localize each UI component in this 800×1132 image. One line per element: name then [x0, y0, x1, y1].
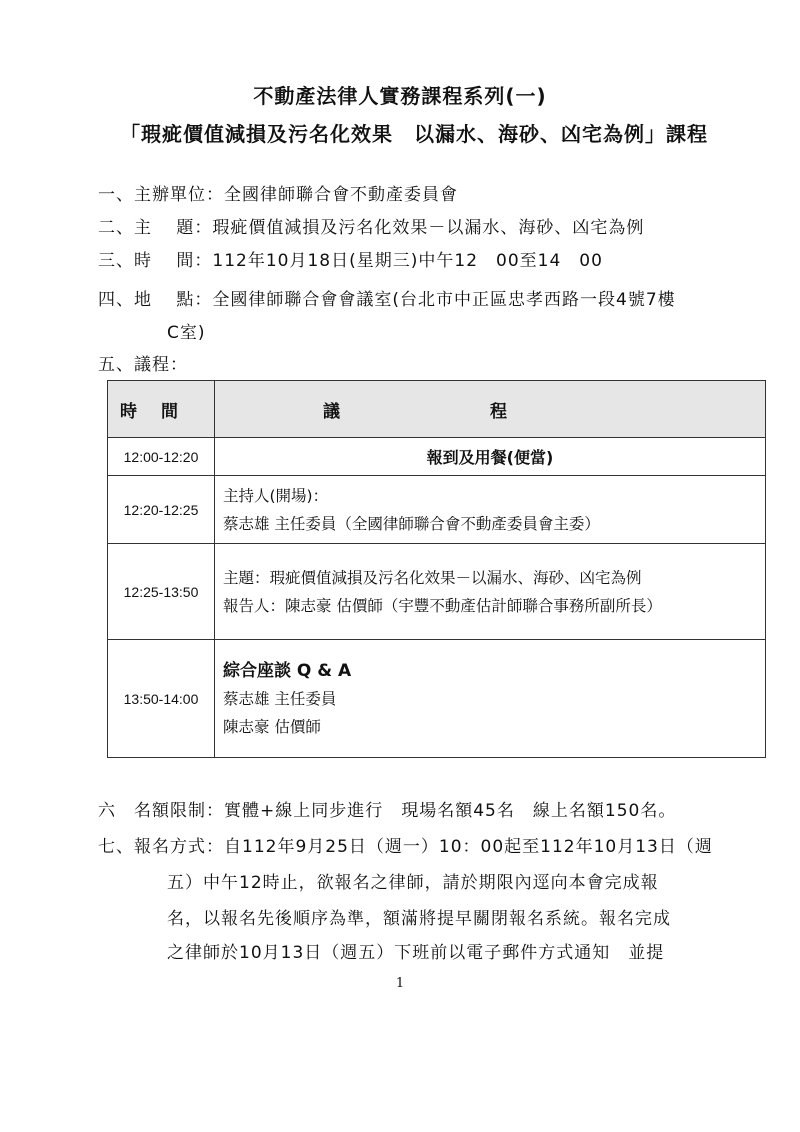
- agenda-row: [108, 640, 766, 758]
- registration-line-1: 七、報名方式：自112年9月25日（週一）10：00起至112年10月13日（週: [98, 837, 713, 857]
- course-title: 「瑕疵價值減損及污名化效果 以漏水、海砂、凶宅為例」課程: [120, 122, 708, 146]
- agenda-row-content: [215, 476, 766, 544]
- header-agenda: 議程: [215, 381, 766, 438]
- agenda-heading: 五、議程：: [98, 355, 188, 375]
- agenda-table: [107, 380, 766, 758]
- agenda-row-content: [215, 640, 766, 758]
- agenda-row-time: 13:50-14:00: [108, 640, 215, 758]
- time-line: 三、時 間：112年10月18日(星期三)中午12 00至14 00: [98, 251, 603, 271]
- agenda-line: 報告人：陳志豪 估價師（宇豐不動產估計師聯合事務所副所長）: [223, 596, 662, 615]
- document-title: 不動產法律人實務課程系列(一): [253, 84, 547, 108]
- topic-line: 二、主 題：瑕疵價值減損及污名化效果－以漏水、海砂、凶宅為例: [98, 218, 645, 238]
- registration-line-2: 五）中午12時止，欲報名之律師，請於期限內逕向本會完成報: [167, 873, 659, 893]
- agenda-line: 主題：瑕疵價值減損及污名化效果－以漏水、海砂、凶宅為例: [223, 568, 642, 587]
- agenda-line: 綜合座談 Q & A: [223, 660, 352, 681]
- agenda-row-time: 12:25-13:50: [108, 544, 215, 640]
- place-line-continued: C室): [167, 323, 206, 343]
- quota-line: 六 名額限制：實體+線上同步進行 現場名額45名 線上名額150名。: [98, 801, 677, 821]
- organizer-line: 一、主辦單位：全國律師聯合會不動產委員會: [98, 185, 458, 205]
- agenda-line: 陳志豪 估價師: [223, 717, 321, 736]
- agenda-row: [108, 544, 766, 640]
- agenda-header-row: [108, 381, 766, 438]
- agenda-row-time: 12:00-12:20: [108, 438, 215, 476]
- registration-line-3: 名，以報名先後順序為準，額滿將提早關閉報名系統。報名完成: [167, 909, 671, 929]
- agenda-row: [108, 476, 766, 544]
- agenda-line: 蔡志雄 主任委員: [223, 689, 337, 708]
- agenda-row-content: 報到及用餐(便當): [215, 438, 766, 476]
- page-number: 1: [395, 976, 405, 991]
- agenda-line: 主持人(開場)：: [223, 486, 329, 505]
- registration-line-4: 之律師於10月13日（週五）下班前以電子郵件方式通知 並提: [167, 943, 665, 963]
- agenda-row: [108, 438, 766, 476]
- header-time: 時間: [108, 381, 215, 438]
- place-line: 四、地 點：全國律師聯合會會議室(台北市中正區忠孝西路一段4號7樓: [98, 290, 676, 310]
- agenda-row-time: 12:20-12:25: [108, 476, 215, 544]
- agenda-line: 蔡志雄 主任委員（全國律師聯合會不動產委員會主委）: [223, 514, 600, 533]
- agenda-row-content: [215, 544, 766, 640]
